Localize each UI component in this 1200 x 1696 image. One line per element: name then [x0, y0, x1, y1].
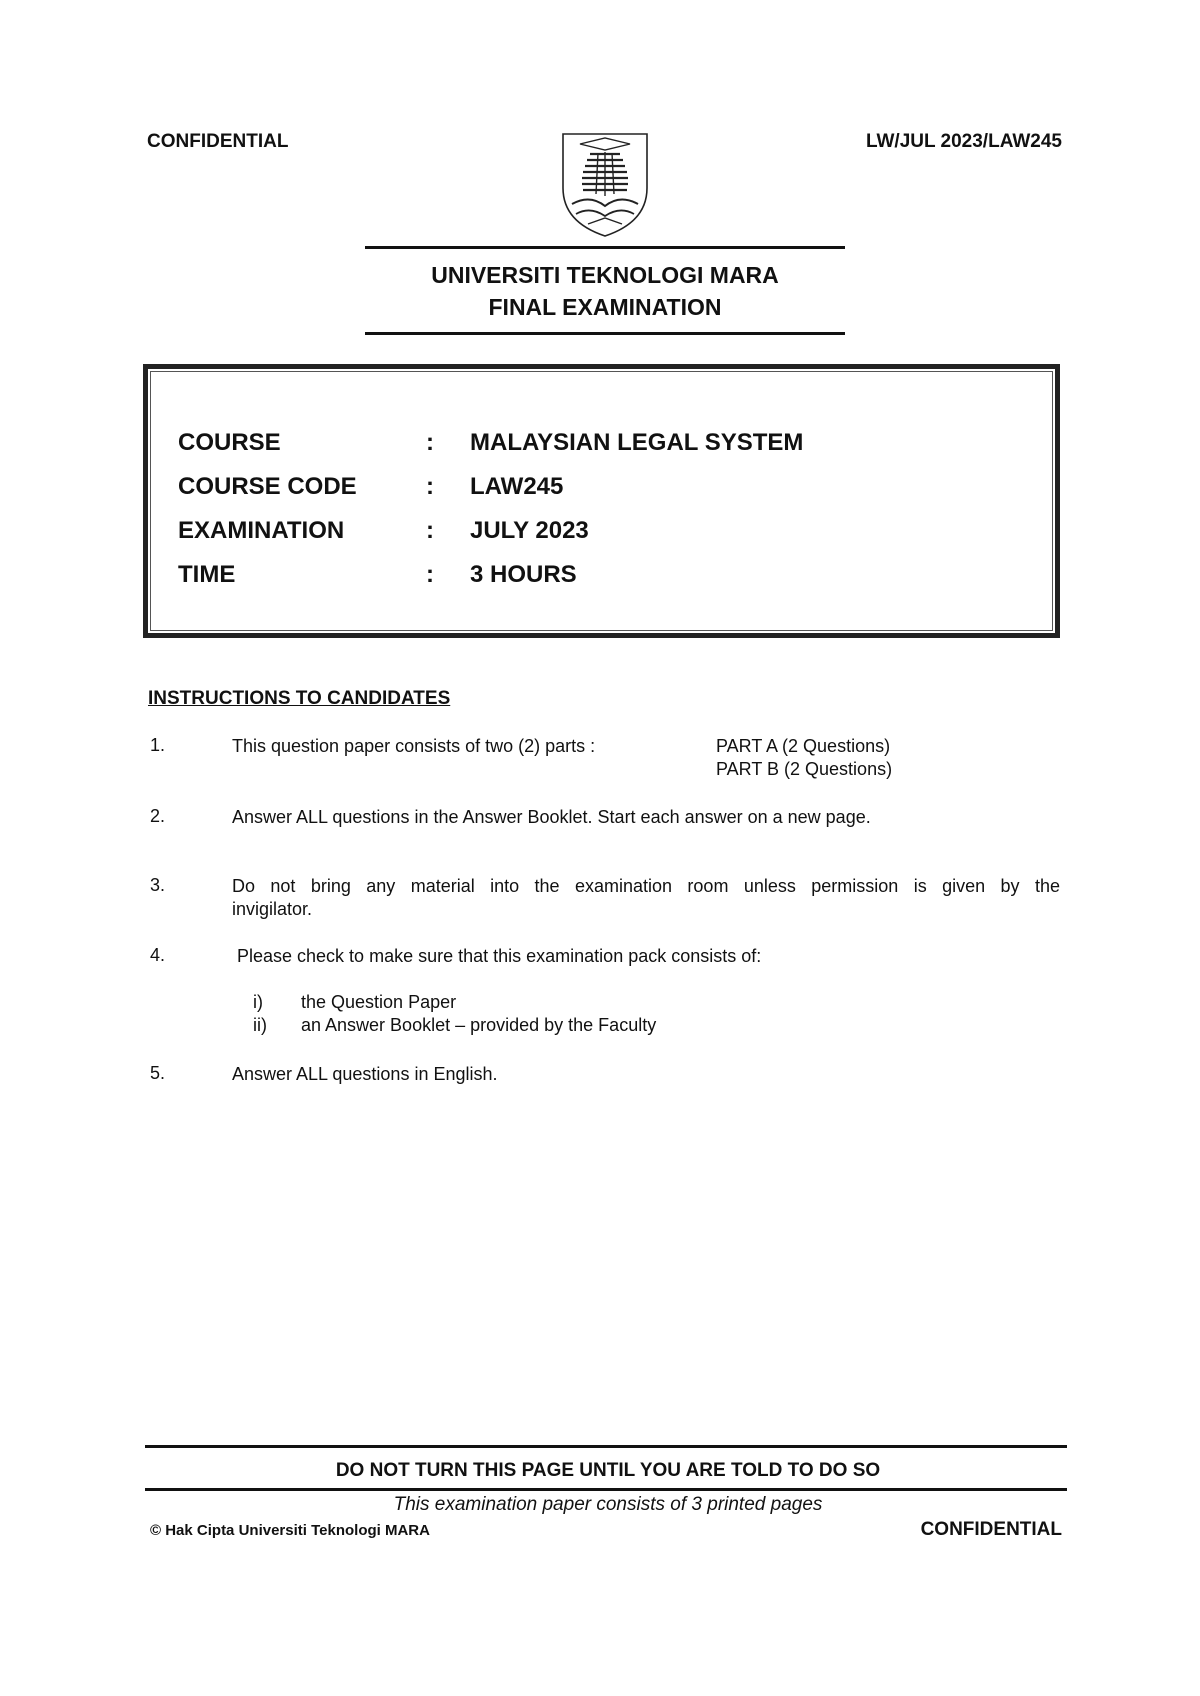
confidential-label-bottom: CONFIDENTIAL	[920, 1519, 1062, 1540]
course-label: COURSE	[178, 429, 281, 456]
parts-list	[716, 735, 892, 781]
time-colon: :	[426, 561, 434, 588]
paper-reference: LW/JUL 2023/LAW245	[865, 131, 1062, 152]
course-value: MALAYSIAN LEGAL SYSTEM	[470, 429, 804, 456]
subitem-2	[253, 1014, 656, 1037]
university-name: UNIVERSITI TEKNOLOGI MARA	[431, 262, 779, 288]
course-code-value: LAW245	[470, 473, 564, 500]
course-code-label: COURSE CODE	[178, 473, 357, 500]
page-count-note: This examination paper consists of 3 printed pages	[393, 1494, 823, 1515]
subitem-list	[253, 991, 656, 1037]
do-not-turn-warning: DO NOT TURN THIS PAGE UNTIL YOU ARE TOLD TO DO SO	[335, 1460, 881, 1481]
course-code-colon: :	[426, 473, 434, 500]
instructions-heading: INSTRUCTIONS TO CANDIDATES	[148, 688, 451, 709]
subitem-text: the Question Paper	[301, 992, 457, 1012]
instruction-text-line-1: Do not bring any material into the examination room unless permission is given by the	[232, 876, 1060, 896]
subitem-number: i)	[253, 992, 263, 1012]
subitem-number: ii)	[253, 1015, 267, 1035]
instruction-number: 1.	[150, 735, 166, 755]
instruction-text-line-2: invigilator.	[232, 899, 313, 919]
time-value: 3 HOURS	[470, 561, 577, 588]
exam-type-title: FINAL EXAMINATION	[488, 294, 722, 320]
instruction-number: 5.	[150, 1063, 166, 1083]
course-colon: :	[426, 429, 434, 456]
confidential-label-top: CONFIDENTIAL	[147, 131, 289, 152]
instruction-text: This question paper consists of two (2) parts :	[232, 736, 596, 756]
subitem-1	[253, 991, 656, 1014]
part-a: PART A (2 Questions)	[716, 736, 891, 756]
subitem-text: an Answer Booklet – provided by the Faculty	[301, 1015, 657, 1035]
instruction-text: Answer ALL questions in English.	[232, 1064, 498, 1084]
instruction-number: 3.	[150, 875, 166, 895]
course-info-box	[143, 364, 1060, 638]
instruction-text: Please check to make sure that this examination pack consists of:	[237, 946, 762, 966]
instruction-text	[232, 875, 1060, 921]
footer-rule-top	[145, 1445, 1067, 1448]
part-b: PART B (2 Questions)	[716, 759, 893, 779]
university-crest-logo	[560, 130, 650, 240]
footer-rule-bottom	[145, 1488, 1067, 1491]
examination-label: EXAMINATION	[178, 517, 345, 544]
instruction-number: 2.	[150, 806, 166, 826]
instruction-number: 4.	[150, 945, 166, 965]
examination-colon: :	[426, 517, 434, 544]
copyright-notice: © Hak Cipta Universiti Teknologi MARA	[150, 1522, 430, 1539]
title-rule-top	[365, 246, 845, 249]
time-label: TIME	[178, 561, 236, 588]
examination-value: JULY 2023	[470, 517, 589, 544]
title-rule-bottom	[365, 332, 845, 335]
instruction-text: Answer ALL questions in the Answer Booklet. Start each answer on a new page.	[232, 807, 871, 827]
